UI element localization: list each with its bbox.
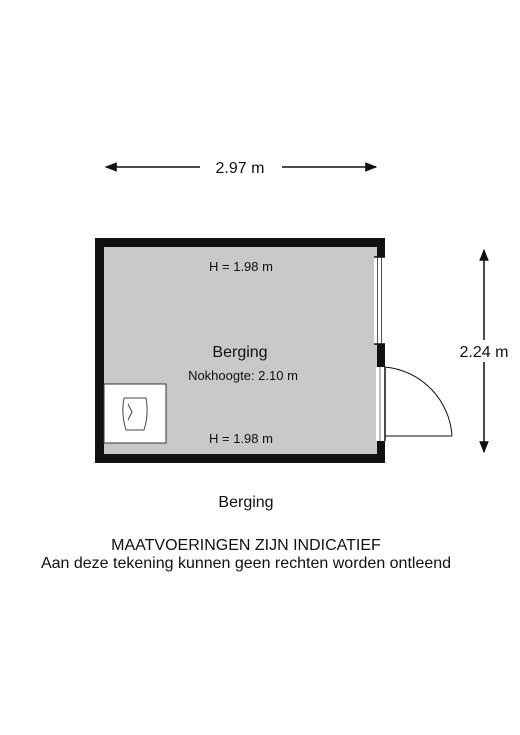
room-berging: [95, 238, 452, 463]
room-name: Berging: [212, 344, 268, 361]
door-swing-arc: [385, 367, 452, 436]
disclaimer-line-1: MAATVOERINGEN ZIJN INDICATIEF: [111, 537, 381, 554]
disclaimer-line-2: Aan deze tekening kunnen geen rechten worden ontleend: [40, 555, 452, 572]
width-dimension: [106, 160, 376, 177]
floor-label: Berging: [218, 494, 274, 511]
ridge-height-label: Nokhoogte: 2.10 m: [188, 368, 298, 383]
depth-dimension-label: 2.24 m: [459, 344, 509, 361]
height-label-top: H = 1.98 m: [209, 259, 273, 274]
cabinet-unit: [104, 384, 166, 443]
east-window: [374, 257, 385, 344]
east-door: [376, 367, 452, 441]
height-label-bottom: H = 1.98 m: [209, 431, 273, 446]
width-dimension-label: 2.97 m: [215, 160, 265, 177]
depth-dimension: [454, 250, 514, 452]
